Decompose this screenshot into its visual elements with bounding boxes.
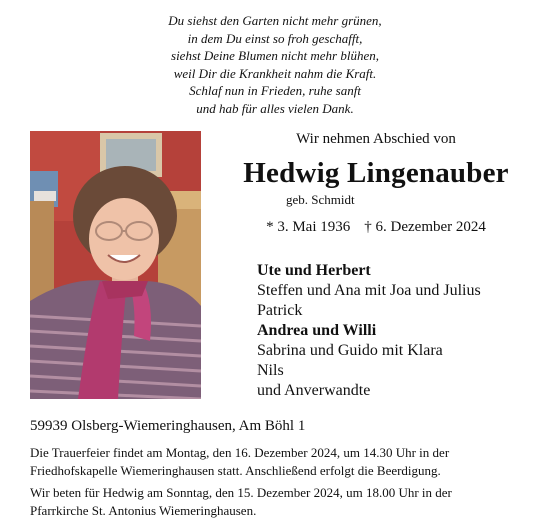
funeral-line: Friedhofskapelle Wiemeringhausen statt. Anschließend erfolgt die Beerdigung. xyxy=(30,462,441,478)
life-dates xyxy=(210,219,542,236)
mourner-line: Patrick xyxy=(257,302,303,319)
birth-name: geb. Schmidt xyxy=(286,192,355,207)
poem-line: weil Dir die Krankheit nahm die Kraft. xyxy=(173,65,377,81)
deceased-name: Hedwig Lingenauber xyxy=(243,157,509,189)
mass-line: Wir beten für Hedwig am Sonntag, den 15. Dezember 2024, um 18.00 Uhr in der xyxy=(30,485,452,500)
funeral-info xyxy=(30,444,530,479)
poem xyxy=(0,12,550,118)
poem-line: in dem Du einst so froh geschafft, xyxy=(187,30,363,46)
mass-line: Pfarrkirche St. Antonius Wiemeringhausen. xyxy=(30,502,257,518)
poem-line: Du siehst den Garten nicht mehr grünen, xyxy=(168,13,382,28)
mourner-line: Sabrina und Guido mit Klara xyxy=(257,342,443,359)
birth-date: * 3. Mai 1936 xyxy=(266,219,351,235)
poem-line: und hab für alles vielen Dank. xyxy=(196,100,354,116)
mourner-line: Ute und Herbert xyxy=(257,262,371,279)
mourner-line: Nils xyxy=(257,362,284,379)
farewell-intro: Wir nehmen Abschied von xyxy=(296,131,456,147)
poem-line: Schlaf nun in Frieden, ruhe sanft xyxy=(189,83,361,99)
funeral-line: Die Trauerfeier findet am Montag, den 16. Dezember 2024, um 14.30 Uhr in der xyxy=(30,445,450,460)
family-address: 59939 Olsberg-Wiemeringhausen, Am Böhl 1 xyxy=(30,418,306,434)
portrait-photo xyxy=(30,131,201,399)
mourner-line: Andrea und Willi xyxy=(257,322,377,339)
mourner-line: Steffen und Ana mit Joa und Julius xyxy=(257,282,481,299)
mourners-list xyxy=(257,261,481,401)
death-date: † 6. Dezember 2024 xyxy=(364,219,486,235)
poem-line: siehst Deine Blumen nicht mehr blühen, xyxy=(171,48,379,64)
mourner-line: und Anverwandte xyxy=(257,382,371,399)
mass-info xyxy=(30,484,530,519)
